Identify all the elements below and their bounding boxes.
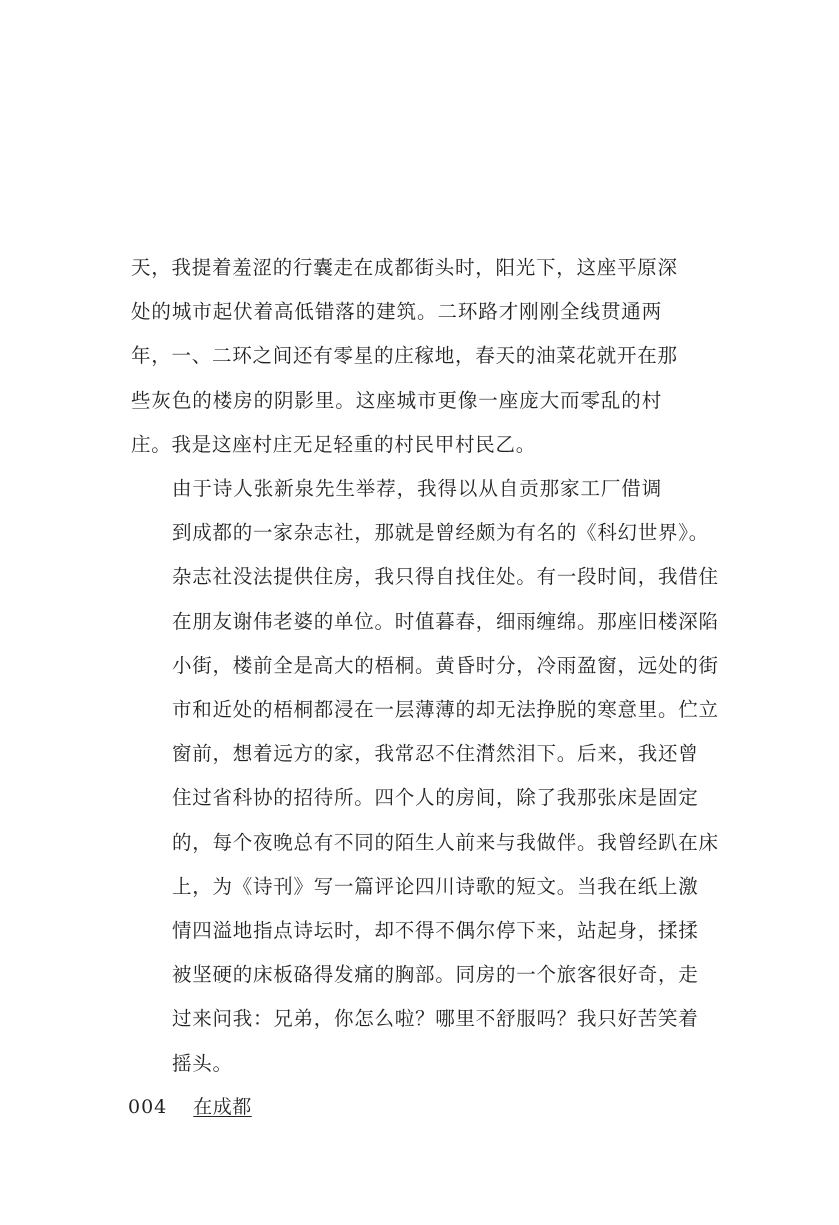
running-title: 在成都	[193, 1096, 252, 1118]
paragraph-2	[131, 467, 719, 1086]
text-line: 由于诗人张新泉先生举荐，我得以从自贡那家工厂借调	[172, 477, 662, 501]
text-line: 的，每个夜晚总有不同的陌生人前来与我做伴。我曾经趴在床	[172, 830, 719, 854]
text-line: 年，一、二环之间还有零星的庄稼地，春天的油菜花就开在那	[131, 344, 678, 368]
text-line: 过来问我：兄弟，你怎么啦？哪里不舒服吗？我只好苦笑着	[172, 1007, 699, 1031]
text-line: 杂志社没法提供住房，我只得自找住处。有一段时间，我借住	[172, 565, 719, 589]
text-line: 些灰色的楼房的阴影里。这座城市更像一座庞大而零乱的村	[131, 388, 662, 412]
body-text	[131, 246, 719, 1086]
page-footer	[128, 1092, 252, 1122]
text-line: 情四溢地指点诗坛时，却不得不偶尔停下来，站起身，揉揉	[172, 919, 699, 943]
text-line: 庄。我是这座村庄无足轻重的村民甲村民乙。	[131, 432, 537, 456]
text-line: 市和近处的梧桐都浸在一层薄薄的却无法挣脱的寒意里。伫立	[172, 698, 719, 722]
text-line: 到成都的一家杂志社，那就是曾经颇为有名的《科幻世界》。	[172, 521, 710, 545]
text-line: 小街，楼前全是高大的梧桐。黄昏时分，冷雨盈窗，远处的街	[172, 653, 719, 677]
text-line: 天，我提着羞涩的行囊走在成都街头时，阳光下，这座平原深	[131, 256, 678, 279]
text-line: 在朋友谢伟老婆的单位。时值暮春，细雨缠绵。那座旧楼深陷	[172, 609, 719, 633]
text-line: 处的城市起伏着高低错落的建筑。二环路才刚刚全线贯通两	[131, 300, 662, 324]
text-line: 被坚硬的床板硌得发痛的胸部。同房的一个旅客很好奇，走	[172, 963, 699, 987]
text-line: 窗前，想着远方的家，我常忍不住潸然泪下。后来，我还曾	[172, 742, 699, 766]
text-line: 住过省科协的招待所。四个人的房间，除了我那张床是固定	[172, 786, 699, 810]
paragraph-1	[131, 246, 678, 467]
text-line: 摇头。	[172, 1051, 233, 1075]
page-number: 004	[128, 1096, 168, 1118]
text-line: 上，为《诗刊》写一篇评论四川诗歌的短文。当我在纸上激	[172, 874, 699, 898]
